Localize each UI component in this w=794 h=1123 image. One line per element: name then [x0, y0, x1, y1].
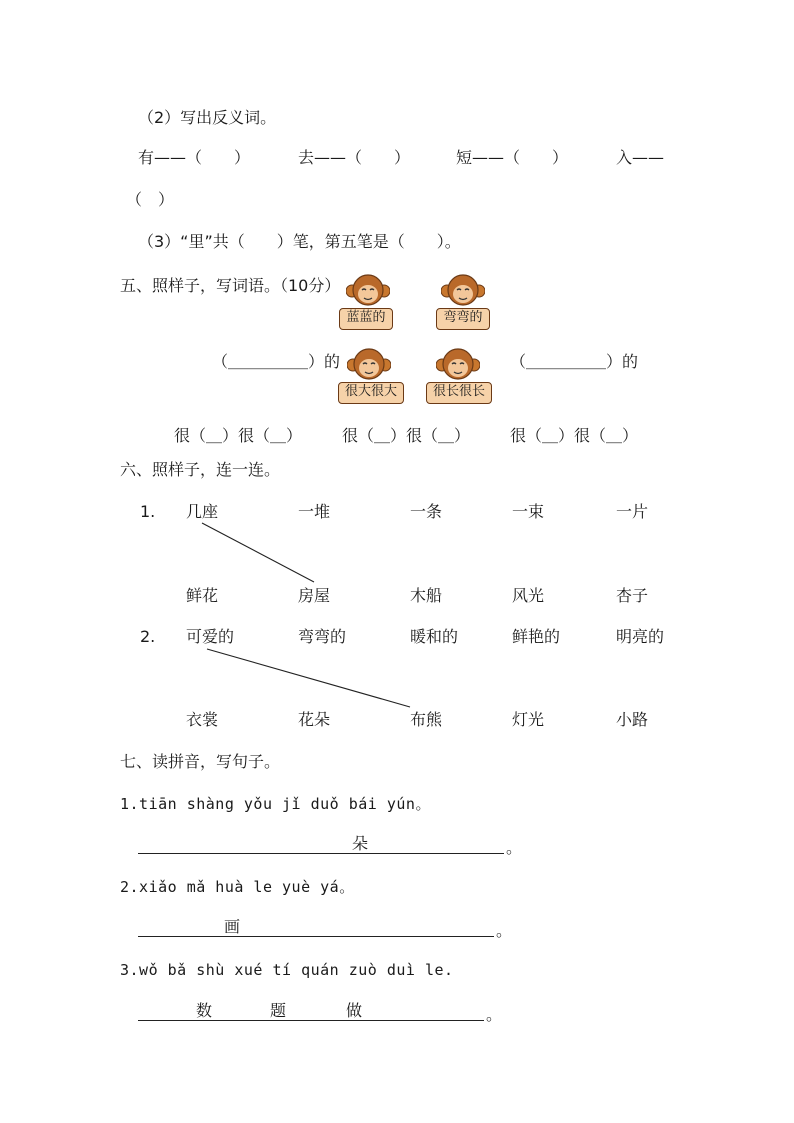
monkey-icon: [436, 348, 480, 384]
pinyin-sentence-3: 3.wǒ bǎ shù xué tí quán zuò duì le.: [120, 961, 454, 979]
row2-bottom-word[interactable]: 小路: [616, 710, 649, 729]
sentence-end-mark: 。: [486, 1005, 503, 1024]
row2-top-word[interactable]: 鲜艳的: [512, 627, 561, 646]
hen-item-1: 很（＿）很（＿）: [174, 426, 303, 445]
hint-word: 画: [224, 917, 241, 936]
row2-top-word[interactable]: 弯弯的: [298, 627, 347, 646]
hint-word: 做: [346, 1001, 363, 1020]
stroke-question: （3）“里”共（ ）笔，第五笔是（ ）。: [138, 232, 461, 251]
answer-line-2[interactable]: [138, 936, 494, 937]
sentence-end-mark: 。: [496, 921, 513, 940]
hen-item-3: 很（＿）很（＿）: [510, 426, 639, 445]
monkey-icon: [441, 274, 485, 310]
row2-top-word[interactable]: 可爱的: [186, 627, 235, 646]
answer-line-1[interactable]: [138, 853, 504, 854]
antonym-pair-4: 入——: [616, 148, 665, 167]
row1-top-word[interactable]: 一条: [410, 502, 443, 521]
row1-top-word[interactable]: 一堆: [298, 502, 331, 521]
row2-top-word[interactable]: 暖和的: [410, 627, 459, 646]
example-plate-1: 蓝蓝的: [339, 308, 393, 330]
hint-word: 朵: [352, 834, 369, 853]
hen-item-2: 很（＿）很（＿）: [342, 426, 471, 445]
pinyin-sentence-2: 2.xiǎo mǎ huà le yuè yá。: [120, 878, 355, 896]
sentence-end-mark: 。: [506, 838, 523, 857]
row1-bottom-word[interactable]: 风光: [512, 586, 545, 605]
row2-bottom-word[interactable]: 衣裳: [186, 710, 219, 729]
row1-top-word[interactable]: 一片: [616, 502, 649, 521]
row2-number: 2.: [140, 627, 156, 646]
hint-word: 题: [270, 1001, 287, 1020]
row1-bottom-word[interactable]: 木船: [410, 586, 443, 605]
example-connection-line-2: [207, 649, 410, 707]
section-6-title: 六、照样子，连一连。: [120, 460, 281, 479]
pinyin-sentence-1: 1.tiān shàng yǒu jǐ duǒ bái yún。: [120, 795, 431, 813]
section-7-title: 七、读拼音，写句子。: [120, 752, 281, 771]
blank-de-2: （＿＿＿＿＿）的: [510, 352, 639, 371]
row2-bottom-word[interactable]: 灯光: [512, 710, 545, 729]
row1-top-word[interactable]: 一束: [512, 502, 545, 521]
example-connection-line-1: [202, 523, 314, 582]
blank-de-1: （＿＿＿＿＿）的: [212, 352, 341, 371]
example-plate-2: 弯弯的: [436, 308, 490, 330]
antonym-pair-1: 有——（ ）: [138, 148, 251, 167]
example-plate-4: 很长很长: [426, 382, 492, 404]
row1-bottom-word[interactable]: 鲜花: [186, 586, 219, 605]
antonym-pair-2: 去——（ ）: [298, 148, 411, 167]
section-5-title: 五、照样子，写词语。（10分）: [120, 276, 341, 295]
antonym-pair-4-wrap: （ ）: [126, 190, 175, 209]
monkey-icon: [346, 274, 390, 310]
row2-bottom-word[interactable]: 布熊: [410, 710, 443, 729]
row1-number: 1.: [140, 502, 156, 521]
example-plate-3: 很大很大: [338, 382, 404, 404]
row2-top-word[interactable]: 明亮的: [616, 627, 665, 646]
row1-top-word[interactable]: 几座: [186, 502, 219, 521]
antonym-pair-3: 短——（ ）: [456, 148, 569, 167]
antonym-prompt: （2）写出反义词。: [138, 108, 277, 127]
hint-word: 数: [196, 1001, 213, 1020]
row1-bottom-word[interactable]: 杏子: [616, 586, 649, 605]
answer-line-3[interactable]: [138, 1020, 484, 1021]
row1-bottom-word[interactable]: 房屋: [298, 586, 331, 605]
row2-bottom-word[interactable]: 花朵: [298, 710, 331, 729]
monkey-icon: [347, 348, 391, 384]
